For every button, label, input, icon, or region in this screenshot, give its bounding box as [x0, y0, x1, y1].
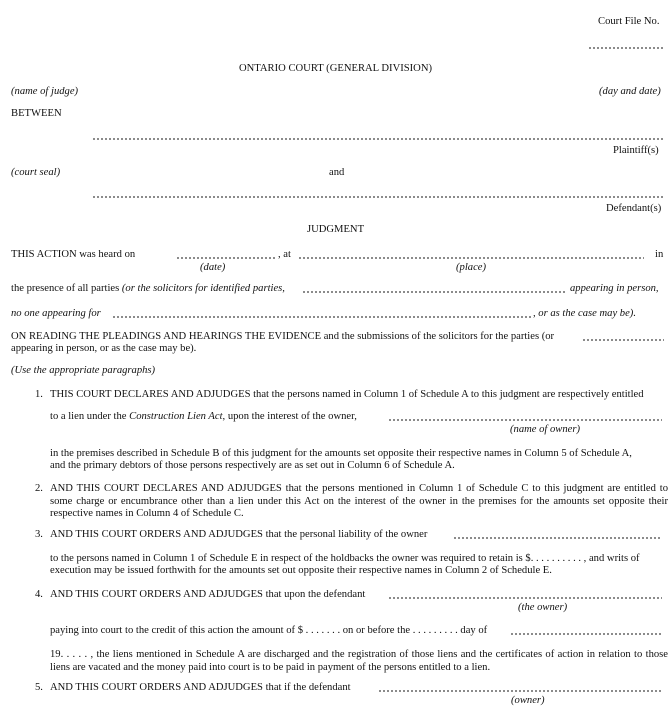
p1-line4: and the primary debtors of those persons respectively are as set out in Column 6 of Schedule A.	[50, 460, 455, 471]
court-seal-label: (court seal)	[11, 167, 61, 178]
place-caption: (place)	[456, 262, 486, 273]
p1-number: 1.	[35, 389, 43, 400]
p3-owner-field[interactable]	[453, 537, 662, 539]
date-caption: (date)	[200, 262, 226, 273]
p5-owner-caption: (owner)	[511, 695, 545, 706]
on-reading-line2: appearing in person, or as the case may be).	[11, 343, 197, 354]
p1-line3: in the premises described in Schedule B of this judgment for the amounts set opposite their respective names in Column 5 of Schedule A,	[50, 448, 632, 459]
p4-defendant-field[interactable]	[388, 597, 662, 599]
on-reading-line1: ON READING THE PLEADINGS AND HEARINGS THE EVIDENCE and the submissions of the solicitors for the parties (or	[11, 331, 555, 342]
or-as-case-text: , or as the case may be).	[533, 308, 636, 319]
plaintiff-label: Plaintiff(s)	[613, 145, 659, 156]
p4-line3: 19. . . . . , the liens mentioned in Schedule A are discharged and the registration of those liens and the certificates of action in relation to those liens are vacated and the money paid into court is to be paid in payment of the persons entitled to a lien.	[50, 649, 668, 673]
between-label: BETWEEN	[11, 108, 62, 119]
p4-month-field[interactable]	[510, 633, 662, 635]
judgment-title: JUDGMENT	[306, 224, 365, 235]
court-file-no-field[interactable]	[588, 47, 664, 49]
use-paragraphs-note: (Use the appropriate paragraphs)	[11, 365, 156, 376]
p4-line1: AND THIS COURT ORDERS AND ADJUDGES that upon the defendant	[50, 589, 366, 600]
plaintiff-name-field[interactable]	[92, 138, 664, 140]
p1-owner-field[interactable]	[388, 419, 662, 421]
no-one-appearing-text: no one appearing for	[11, 308, 101, 319]
p4-number: 4.	[35, 589, 43, 600]
presence-italic: (or the solicitors for identified parties,	[121, 283, 285, 294]
p2-text: AND THIS COURT DECLARES AND ADJUDGES that the persons mentioned in Column 1 of Schedule C to this judgment are entitled to some charge or encumbrance other than a lien under this Act on the interest of the owner in the premises for the amounts set opposite their respective names in Column 4 of Schedule C.	[50, 483, 668, 519]
p5-number: 5.	[35, 682, 43, 693]
heard-in-text: in	[655, 249, 664, 260]
p2-number: 2.	[35, 483, 43, 494]
p5-defendant-field[interactable]	[378, 690, 662, 692]
court-name: ONTARIO COURT (GENERAL DIVISION)	[238, 63, 432, 74]
p1-line1: THIS COURT DECLARES AND ADJUDGES that the persons named in Column 1 of Schedule A to this judgment are respectively entitled	[50, 389, 644, 400]
name-of-judge-label: (name of judge)	[11, 86, 79, 97]
solicitors-field[interactable]	[302, 291, 566, 293]
p4-the-owner-caption: (the owner)	[518, 602, 568, 613]
court-file-no-label: Court File No.	[598, 16, 660, 27]
p1-line2	[50, 411, 357, 423]
presence-text	[11, 283, 285, 295]
p3-line2: to the persons named in Column 1 of Schedule E in respect of the holdbacks the owner was required to retain is $. . . . . . . . . . , and writs of	[50, 553, 640, 564]
presence-start: the presence of all parties	[11, 283, 120, 294]
day-and-date-label: (day and date)	[599, 86, 661, 97]
p3-line3: execution may be issued forthwith for the amounts set out opposite their respective names in Column 2 of Schedule E.	[50, 565, 552, 576]
p4-line2: paying into court to the credit of this action the amount of $ . . . . . . . on or before the . . . . . . . . . day of	[50, 625, 488, 636]
and-label: and	[329, 167, 345, 178]
heard-place-field[interactable]	[298, 257, 644, 259]
defendant-name-field[interactable]	[92, 196, 664, 198]
heard-at-text: , at	[278, 249, 291, 260]
heard-date-field[interactable]	[176, 257, 276, 259]
p1-line2-c: , upon the interest of the owner,	[222, 411, 357, 422]
p1-act-name: Construction Lien Act	[129, 411, 223, 422]
appearing-in-person-text: appearing in person,	[570, 283, 659, 294]
no-one-appearing-field[interactable]	[112, 316, 532, 318]
p1-name-of-owner-caption: (name of owner)	[510, 424, 581, 435]
on-reading-field[interactable]	[582, 339, 664, 341]
p3-line1: AND THIS COURT ORDERS AND ADJUDGES that the personal liability of the owner	[50, 529, 428, 540]
p1-line2-a: to a lien under the	[50, 411, 130, 422]
p3-number: 3.	[35, 529, 43, 540]
heard-on-text: THIS ACTION was heard on	[11, 249, 136, 260]
p5-line1: AND THIS COURT ORDERS AND ADJUDGES that if the defendant	[50, 682, 351, 693]
defendant-label: Defendant(s)	[606, 203, 662, 214]
